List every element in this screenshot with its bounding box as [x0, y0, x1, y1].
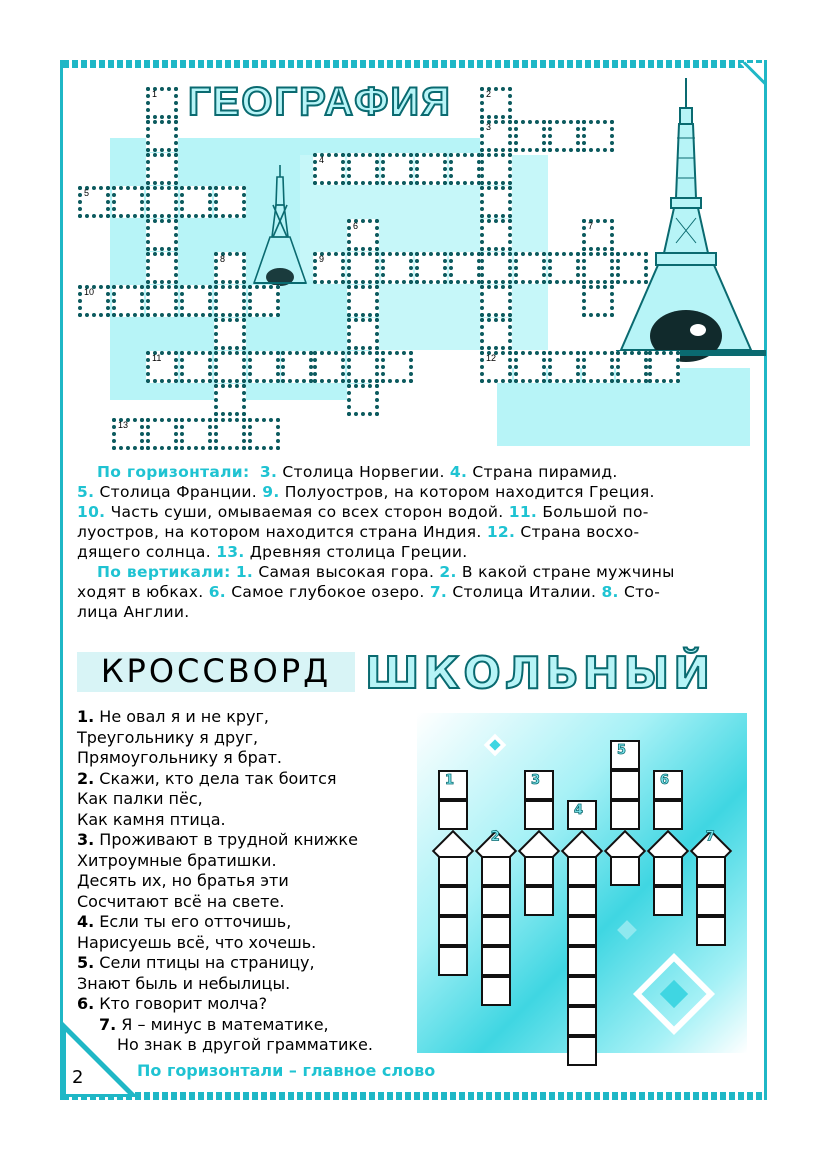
school-cell[interactable] [438, 770, 468, 800]
school-cell[interactable] [653, 856, 683, 886]
riddle-text: Но знак в другой грамматике. [117, 1035, 373, 1054]
geo-cell[interactable] [146, 219, 178, 251]
geo-cell[interactable] [146, 285, 178, 317]
geo-cell[interactable] [146, 153, 178, 185]
cell-number: 1 [152, 89, 158, 99]
school-cell[interactable] [567, 946, 597, 976]
geo-cell[interactable] [480, 219, 512, 251]
riddle-line [77, 769, 373, 790]
geo-cell[interactable] [214, 186, 246, 218]
geo-cell[interactable] [146, 418, 178, 450]
school-cell[interactable] [481, 946, 511, 976]
clue-num: 11. [508, 503, 538, 521]
school-cell[interactable] [481, 856, 511, 886]
cell-number: 12 [486, 353, 497, 363]
school-cell[interactable] [567, 916, 597, 946]
clue-num: 7. [429, 583, 448, 601]
clue-text: Столица Франции. [94, 483, 263, 501]
riddle-line [77, 871, 373, 892]
geo-cell[interactable] [582, 219, 614, 251]
geo-cell[interactable] [381, 351, 413, 383]
geo-cell[interactable] [180, 418, 212, 450]
school-cell[interactable] [481, 886, 511, 916]
school-title-right: ШКОЛЬНЫЙ [365, 648, 715, 699]
clue-text: ходят в юбках. [77, 583, 209, 601]
clue-num: 6. [208, 583, 226, 601]
cell-number: 5 [617, 743, 627, 758]
riddle-text: Как камня птица. [77, 809, 226, 829]
school-cell[interactable] [438, 886, 468, 916]
geo-cell[interactable] [112, 285, 144, 317]
small-eiffel-tower-icon [250, 165, 310, 290]
geo-cell[interactable] [146, 351, 178, 383]
clue-text: Столица Норвегии. [277, 463, 450, 481]
cell-number: 8 [220, 254, 226, 264]
geo-cell[interactable] [347, 351, 379, 383]
riddle-line [77, 994, 373, 1015]
geo-cell[interactable] [548, 252, 580, 284]
geo-cell[interactable] [381, 153, 413, 185]
geo-cell[interactable] [313, 351, 345, 383]
clue-text: Страна пирамид. [467, 463, 618, 481]
riddle-text: Если ты его отточишь, [94, 912, 292, 931]
cell-number: 10 [84, 287, 95, 297]
geo-cell[interactable] [281, 351, 313, 383]
riddle-number: 4. [77, 912, 95, 931]
clue-text: Полуостров, на котором находится Греция. [279, 483, 655, 501]
across-clues-line [77, 462, 757, 482]
clue-line [77, 582, 757, 602]
school-cell[interactable] [696, 916, 726, 946]
riddle-number: 7. [99, 1014, 117, 1034]
riddle-number: 2. [77, 768, 95, 788]
cell-number: 5 [84, 188, 90, 198]
riddle-line [77, 953, 373, 974]
riddle-number: 1. [77, 707, 95, 726]
geo-cell[interactable] [415, 153, 447, 185]
clue-text: Столица Италии. [447, 583, 602, 601]
geo-cell[interactable] [347, 219, 379, 251]
clue-text: лица Англии. [77, 603, 190, 621]
geo-cell[interactable] [313, 252, 345, 284]
geo-cell[interactable] [480, 186, 512, 218]
geo-cell[interactable] [582, 120, 614, 152]
geo-cell[interactable] [214, 318, 246, 350]
geo-cell[interactable] [480, 87, 512, 119]
school-cell[interactable] [524, 856, 554, 886]
down-clues-line [77, 562, 757, 582]
clue-text: Древняя столица Греции. [244, 543, 468, 561]
geography-title: ГЕОГРАФИЯ [188, 80, 452, 124]
riddle-line [77, 748, 373, 769]
filmstrip-top [63, 60, 764, 68]
riddle-text: Нарисуешь всё, что хочешь. [77, 932, 317, 952]
riddle-number: 5. [77, 953, 95, 972]
geo-cell[interactable] [480, 351, 512, 383]
big-eiffel-tower-icon [616, 78, 766, 363]
cell-number: 7 [588, 221, 594, 231]
geo-cell[interactable] [514, 120, 546, 152]
geo-cell[interactable] [616, 351, 648, 383]
geo-cell[interactable] [582, 285, 614, 317]
cell-number: 7 [705, 829, 715, 845]
geo-cell[interactable] [514, 252, 546, 284]
riddle-text: Скажи, кто дела так боится [94, 768, 337, 788]
clue-text: Страна восхо- [515, 523, 640, 541]
geo-cell[interactable] [347, 384, 379, 416]
geo-cell[interactable] [480, 153, 512, 185]
clue-num: 13. [216, 543, 245, 561]
school-cell[interactable] [610, 856, 640, 886]
page-number: 2 [72, 1067, 84, 1088]
geo-cell[interactable] [78, 285, 110, 317]
clue-num: 8. [601, 583, 619, 601]
geo-cell[interactable] [347, 153, 379, 185]
school-cell[interactable] [567, 800, 597, 830]
clue-num: 2. [439, 563, 457, 581]
geo-cell[interactable] [112, 418, 144, 450]
geo-cell[interactable] [214, 418, 246, 450]
riddle-line [77, 810, 373, 831]
cell-number: 3 [486, 122, 492, 132]
school-cell[interactable] [610, 770, 640, 800]
geo-cell[interactable] [146, 87, 178, 119]
clue-num: 5. [77, 483, 95, 501]
geo-cell[interactable] [214, 384, 246, 416]
riddle-line [77, 892, 373, 913]
cell-number: 2 [486, 89, 492, 99]
school-cell[interactable] [567, 1036, 597, 1066]
clue-line [77, 542, 757, 562]
riddle-text: Кто говорит молча? [94, 994, 268, 1013]
school-cell[interactable] [567, 1006, 597, 1036]
geo-cell[interactable] [180, 351, 212, 383]
geo-clues [77, 462, 757, 622]
clue-text: Самое глубокое озеро. [226, 583, 430, 601]
riddle-number: 6. [77, 994, 95, 1013]
riddle-number: 3. [77, 830, 95, 849]
clue-line [77, 602, 757, 622]
school-title-left: КРОССВОРД [100, 652, 332, 690]
geo-cell[interactable] [648, 351, 680, 383]
riddle-text: Я – минус в математике, [116, 1014, 329, 1034]
geo-cell[interactable] [415, 252, 447, 284]
school-cell[interactable] [524, 800, 554, 830]
clue-num: 10. [77, 503, 106, 521]
clue-text: Сто- [618, 583, 661, 601]
geo-cell[interactable] [347, 318, 379, 350]
cell-number: 4 [574, 803, 584, 818]
riddle-line [77, 707, 373, 728]
clue-num: 3. [259, 463, 278, 481]
geo-cell[interactable] [381, 252, 413, 284]
school-cell[interactable] [481, 976, 511, 1006]
school-cell[interactable] [438, 800, 468, 830]
clue-num: 1. [235, 563, 254, 581]
clue-text: луостров, на котором находится страна Индия. [77, 523, 487, 541]
geo-cell[interactable] [214, 351, 246, 383]
riddle-text: Как палки пёс, [77, 789, 203, 808]
school-cell[interactable] [567, 886, 597, 916]
geo-cell[interactable] [548, 120, 580, 152]
riddle-text: Сели птицы на страницу, [94, 953, 315, 972]
riddle-text: Сосчитают всё на свете. [77, 891, 285, 911]
clue-line [77, 502, 757, 522]
down-label: По вертикали: [97, 563, 231, 581]
school-cell[interactable] [438, 946, 468, 976]
geo-cell[interactable] [78, 186, 110, 218]
geo-cell[interactable] [548, 351, 580, 383]
school-cell[interactable] [438, 856, 468, 886]
riddle-text: Проживают в трудной книжке [94, 830, 358, 849]
clue-text: Большой по- [537, 503, 649, 521]
cell-number: 4 [319, 155, 325, 165]
riddle-text: Хитроумные братишки. [77, 850, 277, 870]
cell-number: 13 [118, 420, 129, 430]
riddle-text: Треугольнику я друг, [77, 727, 259, 747]
school-cell[interactable] [653, 770, 683, 800]
geo-cell[interactable] [480, 252, 512, 284]
school-cell[interactable] [481, 916, 511, 946]
clue-num: 9. [262, 483, 280, 501]
clue-text: дящего солнца. [77, 543, 217, 561]
clue-num: 4. [449, 463, 468, 481]
geo-cell[interactable] [582, 252, 614, 284]
geo-cell[interactable] [582, 351, 614, 383]
school-banner-left [77, 652, 355, 692]
geo-cell[interactable] [214, 252, 246, 284]
riddle-line [77, 789, 373, 810]
geo-cell[interactable] [180, 285, 212, 317]
clue-line [77, 482, 757, 502]
geo-cell[interactable] [480, 120, 512, 152]
cell-number: 3 [531, 773, 541, 788]
cell-number: 2 [490, 829, 500, 845]
school-cell[interactable] [653, 800, 683, 830]
school-cell[interactable] [696, 886, 726, 916]
filmstrip-bottom [63, 1092, 764, 1100]
geo-cell[interactable] [347, 285, 379, 317]
footer-note: По горизонтали – главное слово [137, 1061, 436, 1080]
clue-text: В какой стране мужчины [456, 563, 675, 581]
geo-cell[interactable] [347, 252, 379, 284]
school-cell[interactable] [567, 976, 597, 1006]
riddle-line [77, 830, 373, 851]
riddle-line [77, 728, 373, 749]
geo-cell[interactable] [449, 153, 481, 185]
school-cell[interactable] [610, 740, 640, 770]
school-cell[interactable] [610, 800, 640, 830]
riddle-text: Знают быль и небылицы. [77, 973, 291, 993]
riddle-text: Прямоугольнику я брат. [77, 748, 283, 767]
clue-text: Самая высокая гора. [253, 563, 440, 581]
geo-cell[interactable] [248, 351, 280, 383]
cell-number: 1 [445, 773, 455, 788]
school-cell[interactable] [524, 770, 554, 800]
geo-cell[interactable] [248, 285, 280, 317]
geo-cell[interactable] [146, 120, 178, 152]
geo-cell[interactable] [449, 252, 481, 284]
geo-cell[interactable] [313, 153, 345, 185]
riddle-text: Не овал я и не круг, [94, 707, 269, 726]
across-label: По горизонтали: [97, 463, 250, 481]
riddle-line [77, 912, 373, 933]
riddle-line [77, 851, 373, 872]
cell-number: 11 [152, 353, 162, 363]
school-cell[interactable] [438, 916, 468, 946]
riddle-text: Десять их, но братья эти [77, 871, 289, 890]
clue-text: Часть суши, омываемая со всех сторон водой. [105, 503, 509, 521]
geo-cell[interactable] [480, 285, 512, 317]
geo-cell[interactable] [214, 285, 246, 317]
geo-cell[interactable] [616, 252, 648, 284]
cell-number: 6 [353, 221, 359, 231]
geo-cell[interactable] [514, 351, 546, 383]
school-cell[interactable] [567, 856, 597, 886]
school-cell[interactable] [696, 856, 726, 886]
school-cell[interactable] [653, 886, 683, 916]
geo-cell[interactable] [112, 186, 144, 218]
riddles [77, 707, 373, 1056]
school-cell[interactable] [524, 886, 554, 916]
cell-number: 6 [660, 773, 670, 788]
geo-cell[interactable] [248, 418, 280, 450]
geo-cell[interactable] [146, 186, 178, 218]
geo-cell[interactable] [146, 252, 178, 284]
cell-number: 9 [319, 254, 325, 264]
riddle-line [77, 974, 373, 995]
clue-num: 12. [486, 523, 516, 541]
geo-cell[interactable] [180, 186, 212, 218]
geo-cell[interactable] [480, 318, 512, 350]
riddle-line [77, 933, 373, 954]
clue-line [77, 522, 757, 542]
